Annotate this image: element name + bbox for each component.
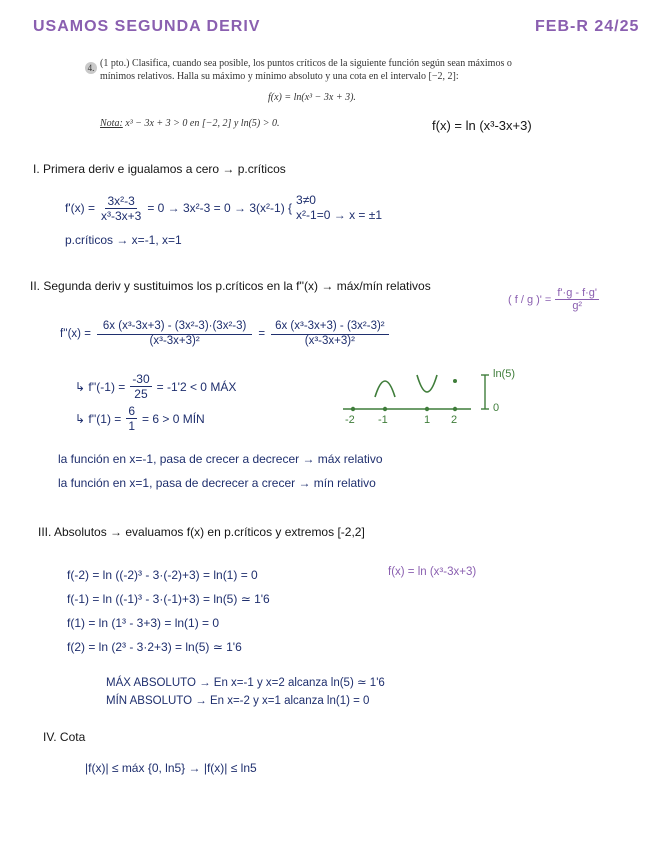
- brace-bottom: x²-1=0 → x = ±1: [296, 208, 382, 222]
- brace-top: 3≠0: [296, 193, 316, 207]
- range-bottom-label: 0: [493, 402, 500, 414]
- tick-point-minus1: [383, 407, 387, 411]
- quotient-rule: [508, 287, 599, 312]
- problem-text-line1: (1 pto.) Clasifica, cuando sea posible, los puntos críticos de la siguiente función según sean máximos o: [100, 58, 512, 69]
- f2-numerator-2: 6x (x³-3x+3) - (3x²-3)²: [271, 320, 389, 335]
- tick-point-1: [425, 407, 429, 411]
- section-1-derivative: [65, 193, 382, 223]
- f2-denominator-1: (x³-3x+3)²: [149, 335, 200, 347]
- eval1-lhs: ↳ f''(-1) =: [75, 379, 126, 394]
- eval2-fraction: [126, 404, 137, 433]
- page-title: USAMOS SEGUNDA DERIV: [33, 18, 261, 35]
- brace-cases: [296, 193, 382, 223]
- axis-tick-1: 1: [424, 414, 431, 426]
- note-text: x³ − 3x + 3 > 0 en [−2, 2] y ln(5) > 0.: [125, 118, 280, 129]
- fprime-label: f'(x) =: [65, 201, 95, 215]
- critical-points: p.críticos → x=-1, x=1: [65, 233, 182, 247]
- f2-fraction-2: [271, 320, 389, 347]
- date-label: FEB-R 24/25: [535, 18, 640, 35]
- f2-numerator-1: 6x (x³-3x+3) - (3x²-3)·(3x²-3): [97, 320, 252, 335]
- concave-down-shape: [375, 381, 395, 397]
- eval2-rhs: = 6 > 0 MÍN: [142, 411, 205, 426]
- absolute-max: MÁX ABSOLUTO → En x=-1 y x=2 alcanza ln(5) ≃ 1'6: [106, 677, 385, 689]
- quotient-rule-denominator: g²: [572, 300, 583, 312]
- eval-f-1: f(1) = ln (1³ - 3+3) = ln(1) = 0: [67, 616, 220, 630]
- problem-text-line2: mínimos relativos. Halla su máximo y mínimo absoluto y una cota en el intervalo [−2, 2]:: [100, 71, 459, 82]
- note-label: Nota:: [100, 118, 123, 129]
- problem-number-badge: 4.: [85, 58, 97, 76]
- endpoint-dot: [453, 379, 457, 383]
- quotient-rule-fraction: [555, 287, 599, 312]
- axis-tick-minus1: -1: [378, 414, 388, 426]
- fprime-solve: = 0 → 3x²-3 = 0 → 3(x²-1) {: [147, 201, 293, 215]
- section-3-title: III. Absolutos → evaluamos f(x) en p.críticos y extremos [-2,2]: [38, 525, 365, 539]
- quotient-rule-numerator: f'·g - f·g': [557, 287, 598, 299]
- axis-tick-minus2: -2: [345, 414, 355, 426]
- problem-function: f(x) = ln(x³ − 3x + 3).: [268, 92, 356, 103]
- eval1-fraction: [130, 372, 151, 401]
- eval-f-minus2: f(-2) = ln ((-2)³ - 3·(-2)+3) = ln(1) = 0: [67, 568, 258, 582]
- f2-equals: =: [258, 327, 266, 340]
- concave-up-shape: [417, 375, 437, 392]
- conclusion-max: la función en x=-1, pasa de crecer a decrecer → máx relativo: [58, 452, 383, 466]
- bound-result: |f(x)| ≤ máx {0, ln5} → |f(x)| ≤ ln5: [85, 761, 257, 775]
- quotient-rule-lhs: ( f / g )' =: [508, 293, 552, 306]
- eval1-rhs: = -1'2 < 0 MÁX: [156, 379, 237, 394]
- eval-f-2: f(2) = ln (2³ - 3·2+3) = ln(5) ≃ 1'6: [67, 640, 242, 654]
- axis-tick-2: 2: [451, 414, 458, 426]
- eval1-denominator: 25: [134, 387, 148, 401]
- absolute-min: MÍN ABSOLUTO → En x=-2 y x=1 alcanza ln(1) = 0: [106, 695, 370, 707]
- section-3-side-function: f(x) = ln (x³-3x+3): [388, 566, 477, 578]
- f2-fraction-1: [97, 320, 252, 347]
- eval-f2-plus1: [75, 404, 205, 433]
- problem-note: [100, 118, 280, 129]
- function-handwritten-top: f(x) = ln (x³-3x+3): [432, 118, 532, 133]
- f2-denominator-2: (x³-3x+3)²: [304, 335, 355, 347]
- range-top-label: ln(5): [493, 368, 516, 380]
- second-derivative: [60, 320, 389, 347]
- section-4-title: IV. Cota: [43, 730, 86, 744]
- fprime-fraction: [99, 194, 143, 223]
- conclusion-min: la función en x=1, pasa de decrecer a crecer → mín relativo: [58, 476, 376, 490]
- tick-point-2: [453, 407, 457, 411]
- eval2-denominator: 1: [128, 419, 135, 433]
- fprime-numerator: 3x²-3: [107, 193, 135, 208]
- eval1-numerator: -30: [132, 372, 150, 386]
- section-1-title: I. Primera deriv e igualamos a cero → p.críticos: [33, 162, 286, 176]
- section-2-title: II. Segunda deriv y sustituimos los p.críticos en la f''(x) → máx/mín relativos: [30, 279, 431, 293]
- tick-point-minus2: [351, 407, 355, 411]
- f2-label: f''(x) =: [60, 327, 91, 340]
- fprime-denominator: x³-3x+3: [100, 208, 142, 223]
- eval-f-minus1: f(-1) = ln ((-1)³ - 3·(-1)+3) = ln(5) ≃ 1'6: [67, 592, 270, 606]
- eval-f2-minus1: [75, 372, 236, 401]
- eval2-lhs: ↳ f''(1) =: [75, 411, 122, 426]
- eval2-numerator: 6: [128, 404, 135, 418]
